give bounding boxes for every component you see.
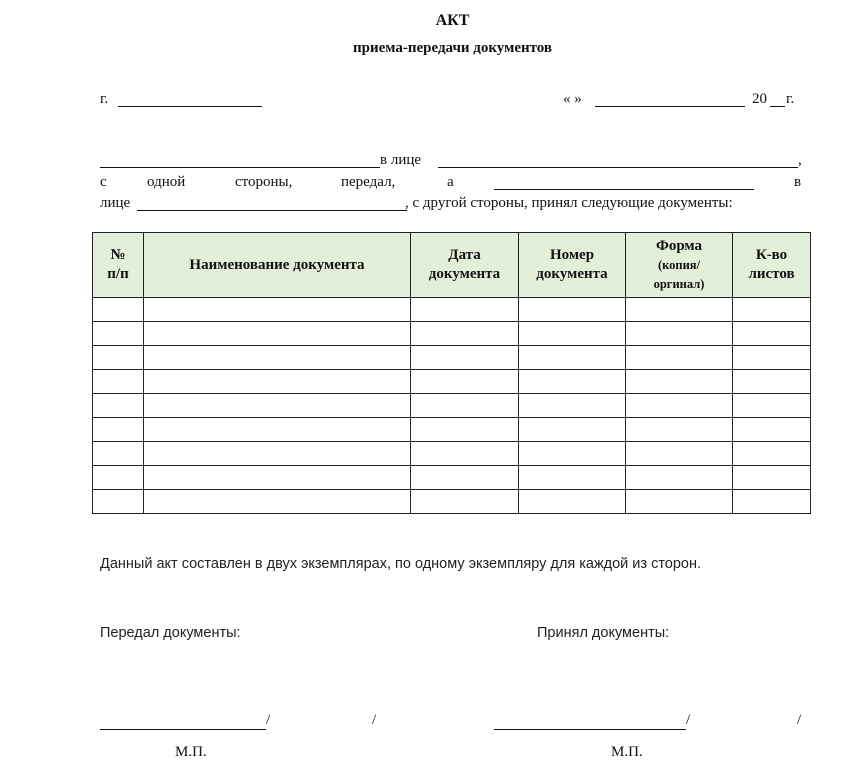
table-cell[interactable] [144, 298, 411, 322]
table-cell[interactable] [519, 394, 626, 418]
table-cell[interactable] [144, 466, 411, 490]
right-signature-field[interactable] [494, 729, 686, 730]
text: с [100, 174, 107, 190]
party1-field[interactable] [100, 167, 380, 168]
year-field[interactable] [770, 106, 785, 107]
table-row [93, 418, 811, 442]
date-field[interactable] [595, 106, 745, 107]
table-cell[interactable] [93, 418, 144, 442]
table-cell[interactable] [93, 370, 144, 394]
table-cell[interactable] [733, 370, 811, 394]
table-cell[interactable] [733, 490, 811, 514]
text: лице [100, 195, 131, 211]
table-cell[interactable] [144, 442, 411, 466]
column-header [626, 233, 733, 298]
table-cell[interactable] [93, 394, 144, 418]
table-cell[interactable] [733, 298, 811, 322]
header-text: Дата [448, 247, 481, 263]
table-row [93, 490, 811, 514]
slash: / [686, 712, 691, 728]
header-text: документа [536, 266, 608, 282]
table-cell[interactable] [144, 322, 411, 346]
table-cell[interactable] [411, 442, 519, 466]
text: передал, [341, 174, 396, 190]
table-cell[interactable] [411, 370, 519, 394]
table-cell[interactable] [626, 394, 733, 418]
table-cell[interactable] [411, 298, 519, 322]
slash: / [266, 712, 271, 728]
table-cell[interactable] [519, 322, 626, 346]
year-suffix: г. [786, 91, 795, 107]
column-header [144, 233, 411, 298]
table-cell[interactable] [144, 346, 411, 370]
table-cell[interactable] [626, 418, 733, 442]
table-cell[interactable] [733, 466, 811, 490]
header-text: Форма [655, 237, 703, 254]
header-text: документа [428, 266, 501, 282]
header-text: Наименование документа [189, 256, 365, 273]
date-quotes: « » [563, 91, 582, 107]
doc-subtitle: приема-передачи документов [352, 40, 553, 56]
left-label: Передал документы: [100, 625, 241, 641]
left-signature-field[interactable] [100, 729, 266, 730]
table-cell[interactable] [144, 370, 411, 394]
table-cell[interactable] [144, 394, 411, 418]
year-prefix: 20 [752, 91, 767, 107]
table-cell[interactable] [626, 442, 733, 466]
table-cell[interactable] [626, 346, 733, 370]
table-cell[interactable] [733, 322, 811, 346]
table-cell[interactable] [519, 466, 626, 490]
column-header [519, 233, 626, 298]
table-cell[interactable] [519, 490, 626, 514]
table-cell[interactable] [519, 442, 626, 466]
slash: / [372, 712, 377, 728]
header-text: № [110, 247, 126, 263]
header-text: К-во [755, 247, 788, 263]
header-text: п/п [107, 266, 129, 282]
in-person-text: в лице [380, 152, 422, 168]
city-field[interactable] [118, 106, 262, 107]
table-cell[interactable] [93, 322, 144, 346]
text: стороны, [235, 174, 293, 190]
doc-title: АКТ [435, 12, 470, 29]
right-stamp: М.П. [611, 744, 643, 760]
table-cell[interactable] [411, 466, 519, 490]
right-label: Принял документы: [537, 625, 670, 641]
city-prefix: г. [100, 91, 109, 107]
header-text: листов [748, 266, 795, 282]
table-cell[interactable] [626, 298, 733, 322]
table-cell[interactable] [519, 418, 626, 442]
table-row [93, 370, 811, 394]
table-cell[interactable] [733, 394, 811, 418]
text: одной [147, 174, 186, 190]
table-cell[interactable] [93, 442, 144, 466]
column-header [411, 233, 519, 298]
table-cell[interactable] [626, 322, 733, 346]
table-cell[interactable] [411, 322, 519, 346]
table-row [93, 322, 811, 346]
table-cell[interactable] [93, 466, 144, 490]
table-cell[interactable] [733, 418, 811, 442]
column-header [733, 233, 811, 298]
table-cell[interactable] [93, 490, 144, 514]
table-cell[interactable] [519, 298, 626, 322]
column-header [93, 233, 144, 298]
header-text: (копия/ [657, 257, 701, 272]
table-cell[interactable] [626, 490, 733, 514]
documents-table [92, 232, 811, 514]
table-row [93, 466, 811, 490]
table-cell[interactable] [93, 346, 144, 370]
table-cell[interactable] [144, 490, 411, 514]
note-text: Данный акт составлен в двух экземплярах, по одному экземпляру для каждой из сторон. [100, 556, 702, 572]
table-cell[interactable] [626, 466, 733, 490]
table-cell[interactable] [519, 370, 626, 394]
table-cell[interactable] [519, 346, 626, 370]
header-text: Номер [549, 247, 595, 263]
table-cell[interactable] [411, 418, 519, 442]
table-cell[interactable] [411, 346, 519, 370]
text: , с другой стороны, принял следующие документы: [405, 195, 733, 211]
party2-rep-field[interactable] [137, 210, 407, 211]
table-cell[interactable] [93, 298, 144, 322]
party1-rep-field[interactable] [438, 167, 798, 168]
header-text: оргинал) [653, 276, 705, 291]
table-cell[interactable] [411, 490, 519, 514]
text: в [794, 174, 802, 190]
table-row [93, 394, 811, 418]
party2-field[interactable] [494, 189, 754, 190]
table-row [93, 298, 811, 322]
table-cell[interactable] [411, 394, 519, 418]
table-row [93, 442, 811, 466]
table-cell[interactable] [626, 370, 733, 394]
table-cell[interactable] [733, 346, 811, 370]
slash: / [797, 712, 802, 728]
comma: , [798, 152, 802, 168]
left-stamp: М.П. [175, 744, 207, 760]
table-cell[interactable] [733, 442, 811, 466]
table-cell[interactable] [144, 418, 411, 442]
text: а [447, 174, 454, 190]
table-row [93, 346, 811, 370]
